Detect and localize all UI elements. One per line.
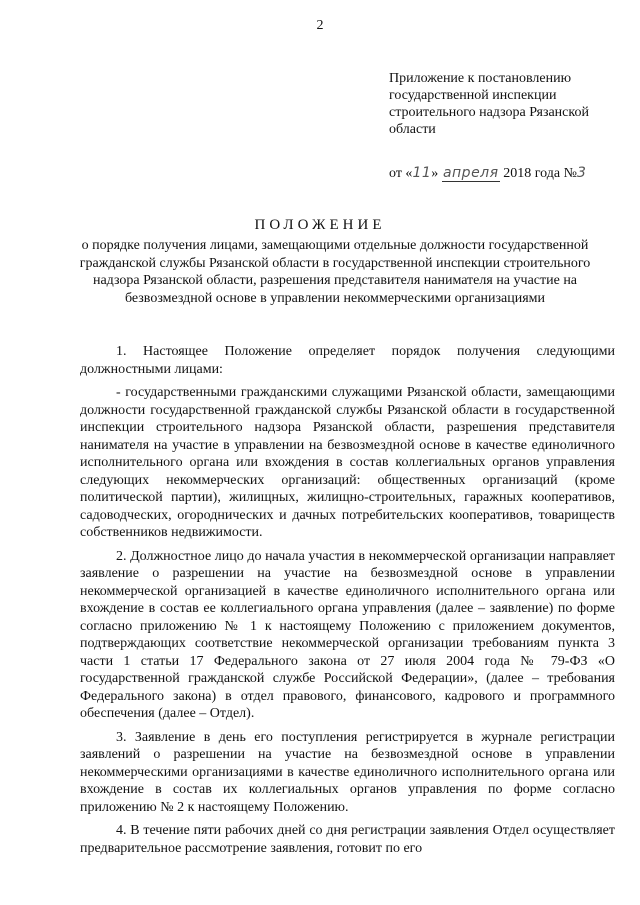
- dateline-prefix: от «: [389, 166, 413, 181]
- handwritten-number: 3: [576, 165, 587, 181]
- document-body: [80, 343, 615, 863]
- appendix-line: Приложение к постановлению: [389, 71, 572, 86]
- appendix-line: области: [389, 122, 436, 137]
- dateline-suffix: 2018 года №: [503, 166, 577, 181]
- appendix-line: государственной инспекции: [389, 88, 557, 103]
- handwritten-day: 11: [412, 165, 432, 181]
- dateline-mid: »: [431, 166, 439, 181]
- appendix-line: строительного надзора Рязанской: [389, 105, 589, 120]
- page-number: 2: [316, 18, 324, 33]
- handwritten-month: апреля: [442, 165, 499, 181]
- paragraph-1-item: - государственными гражданскими служащими Рязанской области, замещающими должности государственной гражданской службы Рязанской области в государственной инспекции строительного надзора Рязанской области, разрешения представителя нанимателя на участие в управлении на безвозмездной основе в качестве единоличного исполнительного органа или вхождения в состав коллегиальных органов управления следующих некоммерческих организаций: общественных организаций (кроме политической партии), жилищных, жилищно-строительных, гаражных кооперативов, садоводческих, огороднических и дачных потребительских кооперативов, товариществ собственников недвижимости.: [80, 385, 615, 540]
- paragraph-2: 2. Должностное лицо до начала участия в некоммерческой организации направляет заявление о разрешении на участие на безвозмездной основе в управлении некоммерческой организацией в качестве единоличного исполнительного органа или вхождение в состав ее коллегиального органа управления (далее – заявление) по форме согласно приложению № 1 к настоящему Положению с приложением документов, подтверждающих соответствие некоммерческой организации требованиям пункта 3 части 1 статьи 17 Федерального закона от 27 июля 2004 года № 79-ФЗ «О государственной гражданской службе Российской Федерации», (далее – требования Федерального закона) в отдел правового, финансового, кадрового и программного обеспечения (далее – Отдел).: [80, 548, 615, 721]
- paragraph-3: 3. Заявление в день его поступления регистрируется в журнале регистрации заявлений о разрешении на участие на безвозмездной основе в управлении некоммерческими организациями в качестве единоличного исполнительного органа или вхождение в состав их коллегиальных органов управления по форме согласно приложению № 2 к настоящему Положению.: [80, 729, 615, 815]
- appendix-block: [389, 70, 619, 138]
- document-subtitle: о порядке получения лицами, замещающими отдельные должности государственной гражданской службы Рязанской области в государственной инспекции строительного надзора Рязанской области, разрешения представителя нанимателя на участие на безвозмездной основе в управлении некоммерческими организациями: [79, 238, 591, 306]
- document-title: ПОЛОЖЕНИЕ: [254, 217, 386, 233]
- document-dateline: [389, 165, 586, 182]
- paragraph-1: 1. Настоящее Положение определяет порядок получения следующими должностными лицами:: [80, 344, 615, 377]
- paragraph-4: 4. В течение пяти рабочих дней со дня регистрации заявления Отдел осуществляет предварительное рассмотрение заявления, готовит по его: [80, 823, 615, 856]
